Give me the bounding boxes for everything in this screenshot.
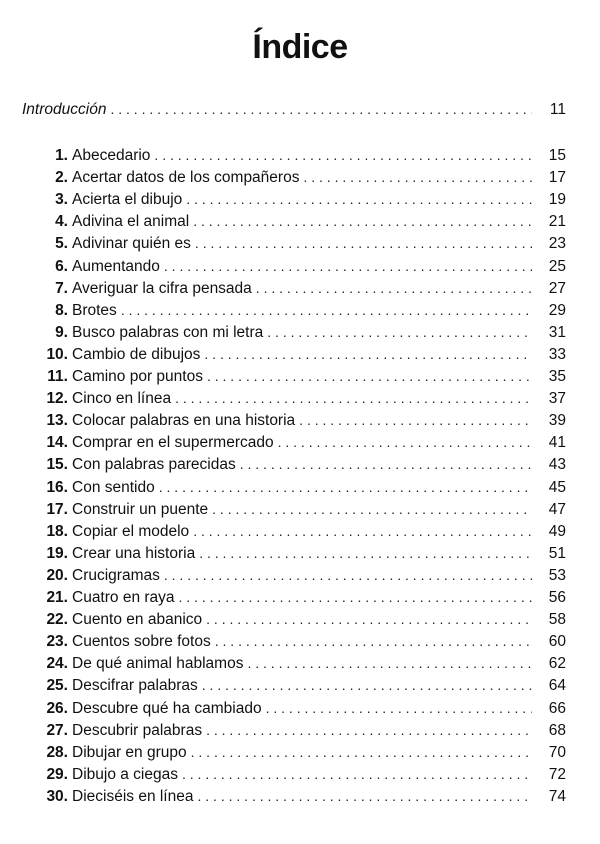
toc-entry — [26, 299, 566, 321]
dot-leader — [199, 542, 532, 564]
toc-entry-label: Dibujar en grupo — [72, 743, 187, 761]
toc-entry-label: Introducción — [22, 101, 107, 118]
toc-entry — [26, 409, 566, 431]
toc-entry — [26, 232, 566, 254]
toc-entry-page: 60 — [548, 633, 566, 651]
toc-entry-page: 31 — [548, 323, 566, 341]
toc-entry-label: Descubrir palabras — [72, 721, 203, 739]
toc-entry-label: Adivinar quién es — [72, 235, 191, 253]
toc-entry-label: Con sentido — [72, 478, 155, 496]
toc-entry-label: Camino por puntos — [72, 368, 203, 385]
dot-leader — [215, 630, 532, 652]
toc-entry-page: 29 — [548, 301, 566, 319]
toc-entry-label: Adivina el animal — [72, 213, 190, 231]
toc-entry-number: 17. — [46, 500, 68, 518]
toc-entry-page: 11 — [549, 101, 566, 118]
toc-entry-page: 43 — [548, 456, 566, 474]
dot-leader — [206, 608, 532, 630]
toc-entry — [26, 652, 566, 674]
dot-leader — [202, 674, 532, 696]
toc-entry-page: 72 — [548, 765, 566, 783]
toc-entry-label: Cambio de dibujos — [72, 345, 201, 363]
toc-entry — [26, 365, 566, 387]
toc-entry-number: 6. — [55, 257, 68, 275]
toc-entry-page: 58 — [548, 611, 566, 629]
dot-leader — [175, 387, 532, 409]
dot-leader — [299, 409, 532, 431]
toc-entry-page: 27 — [548, 279, 566, 297]
dot-leader — [240, 453, 532, 475]
toc-entry-label: Acertar datos de los compañeros — [72, 169, 300, 187]
toc-entry-label: Cuatro en raya — [72, 589, 175, 606]
dot-leader — [207, 365, 532, 387]
toc-entry-page: 74 — [548, 787, 566, 805]
toc-entry — [26, 144, 566, 166]
toc-entry-label: Abecedario — [72, 147, 151, 164]
toc-entry-intro — [22, 98, 566, 120]
dot-leader — [179, 586, 532, 608]
toc-entry-number: 27. — [46, 721, 68, 739]
toc-entry-page: 35 — [548, 368, 566, 385]
toc-entry-page: 15 — [548, 147, 566, 164]
toc-entry-number: 29. — [46, 765, 68, 783]
dot-leader — [195, 232, 532, 254]
dot-leader — [204, 343, 532, 365]
dot-leader — [193, 520, 532, 542]
toc-entry — [26, 166, 566, 188]
dot-leader — [266, 697, 532, 719]
toc-entry — [26, 674, 566, 696]
toc-entry-number: 1. — [55, 147, 68, 164]
toc-entry-label: Con palabras parecidas — [72, 456, 236, 474]
dot-leader — [193, 210, 532, 232]
toc-entry-number: 14. — [46, 434, 68, 452]
toc-entry-label: Aumentando — [72, 257, 160, 275]
toc-entry-page: 45 — [548, 478, 566, 496]
toc-entry-label: Construir un puente — [72, 500, 209, 518]
toc-entry-page: 17 — [548, 169, 566, 187]
toc-entry — [26, 277, 566, 299]
toc-entry — [26, 785, 566, 807]
dot-leader — [278, 431, 532, 453]
toc-entry-number: 15. — [46, 456, 68, 474]
toc-entry-number: 26. — [46, 699, 68, 717]
toc-entry — [26, 210, 566, 232]
toc-entry-number: 11. — [47, 368, 68, 385]
toc-entry-label: Descubre qué ha cambiado — [72, 699, 262, 717]
toc-entry-number: 5. — [55, 235, 68, 253]
toc-entry-page: 68 — [548, 721, 566, 739]
toc-entry-page: 41 — [548, 434, 566, 452]
toc-entry-label: Cuentos sobre fotos — [72, 633, 211, 651]
dot-leader — [110, 98, 532, 120]
toc-entry-number: 20. — [46, 566, 68, 584]
toc-entry-number: 21. — [46, 589, 68, 606]
toc-entry-label: Crucigramas — [72, 566, 160, 584]
page-title: Índice — [252, 28, 348, 66]
toc-entry — [26, 763, 566, 785]
toc-entry — [26, 741, 566, 763]
toc-entry-number: 4. — [55, 213, 68, 231]
toc-entry — [26, 697, 566, 719]
toc-entry — [26, 498, 566, 520]
toc-entry-number: 23. — [46, 633, 68, 651]
toc-entry-number: 13. — [46, 412, 68, 430]
dot-leader — [256, 277, 532, 299]
dot-leader — [164, 564, 532, 586]
toc-entry-number: 18. — [46, 522, 68, 540]
toc-entry-page: 21 — [548, 213, 566, 231]
dot-leader — [206, 719, 532, 741]
toc-entry — [26, 608, 566, 630]
toc-entry — [26, 564, 566, 586]
toc-entry-number: 22. — [46, 611, 68, 629]
toc-entry-page: 64 — [548, 677, 566, 695]
toc-entry-label: Dibujo a ciegas — [72, 765, 178, 783]
toc-entry-page: 56 — [548, 589, 566, 606]
toc-entry-label: Acierta el dibujo — [72, 191, 183, 209]
dot-leader — [182, 763, 532, 785]
toc-entry-number: 30. — [46, 787, 68, 805]
toc-entry-page: 51 — [548, 544, 566, 562]
toc-entry-label: Comprar en el supermercado — [72, 434, 274, 452]
dot-leader — [197, 785, 532, 807]
dot-leader — [186, 188, 532, 210]
toc-entry-page: 70 — [548, 743, 566, 761]
toc-entry-label: Cuento en abanico — [72, 611, 203, 629]
toc-entry-label: Brotes — [72, 301, 117, 319]
dot-leader — [267, 321, 532, 343]
toc-entry-page: 66 — [548, 699, 566, 717]
toc-entry-number: 25. — [46, 677, 68, 695]
toc-entry-number: 19. — [46, 544, 68, 562]
toc-entry-page: 25 — [548, 257, 566, 275]
dot-leader — [191, 741, 532, 763]
dot-leader — [154, 144, 532, 166]
toc-entry-label: Cinco en línea — [72, 390, 172, 408]
toc-entry-label: Busco palabras con mi letra — [72, 323, 264, 341]
dot-leader — [303, 166, 532, 188]
toc-entry-label: Averiguar la cifra pensada — [72, 279, 252, 297]
dot-leader — [212, 498, 532, 520]
toc-entry-label: Descifrar palabras — [72, 677, 198, 695]
toc-entry — [26, 476, 566, 498]
toc-entry-number: 16. — [46, 478, 68, 496]
toc-entry-number: 12. — [46, 390, 68, 408]
toc-entry-number: 10. — [46, 345, 68, 363]
toc-entry-label: Dieciséis en línea — [72, 787, 194, 805]
toc-entry — [26, 453, 566, 475]
toc-entry-label: Copiar el modelo — [72, 522, 190, 540]
toc-entry — [26, 343, 566, 365]
toc-entry-page: 23 — [548, 235, 566, 253]
toc-entry — [26, 520, 566, 542]
toc-entry-page: 49 — [548, 522, 566, 540]
toc-entry-page: 47 — [548, 500, 566, 518]
dot-leader — [159, 476, 532, 498]
toc-entry-page: 33 — [548, 345, 566, 363]
dot-leader — [247, 652, 532, 674]
toc-entry — [26, 431, 566, 453]
toc-entry-page: 37 — [548, 390, 566, 408]
toc-entry — [26, 630, 566, 652]
toc-entry — [26, 255, 566, 277]
toc-entry-page: 62 — [548, 655, 566, 673]
toc-entry-label: De qué animal hablamos — [72, 655, 244, 673]
toc-entry-number: 24. — [46, 655, 68, 673]
toc-entry-number: 9. — [55, 323, 68, 341]
toc-entry-number: 7. — [55, 279, 68, 297]
toc-entry — [26, 321, 566, 343]
toc-entry-number: 3. — [55, 191, 68, 209]
toc-entry — [26, 586, 566, 608]
toc-entry-page: 53 — [548, 566, 566, 584]
toc-entry — [26, 387, 566, 409]
toc-entry-label: Colocar palabras en una historia — [72, 412, 296, 430]
toc-entry-number: 8. — [55, 301, 68, 319]
toc-entry — [26, 542, 566, 564]
toc-entry-page: 19 — [548, 191, 566, 209]
toc-entry — [26, 188, 566, 210]
dot-leader — [121, 299, 532, 321]
dot-leader — [164, 255, 532, 277]
toc-entry-label: Crear una historia — [72, 544, 196, 562]
toc-entry — [26, 719, 566, 741]
toc-entry-number: 2. — [55, 169, 68, 187]
toc-entry-number: 28. — [46, 743, 68, 761]
toc-entry-page: 39 — [548, 412, 566, 430]
